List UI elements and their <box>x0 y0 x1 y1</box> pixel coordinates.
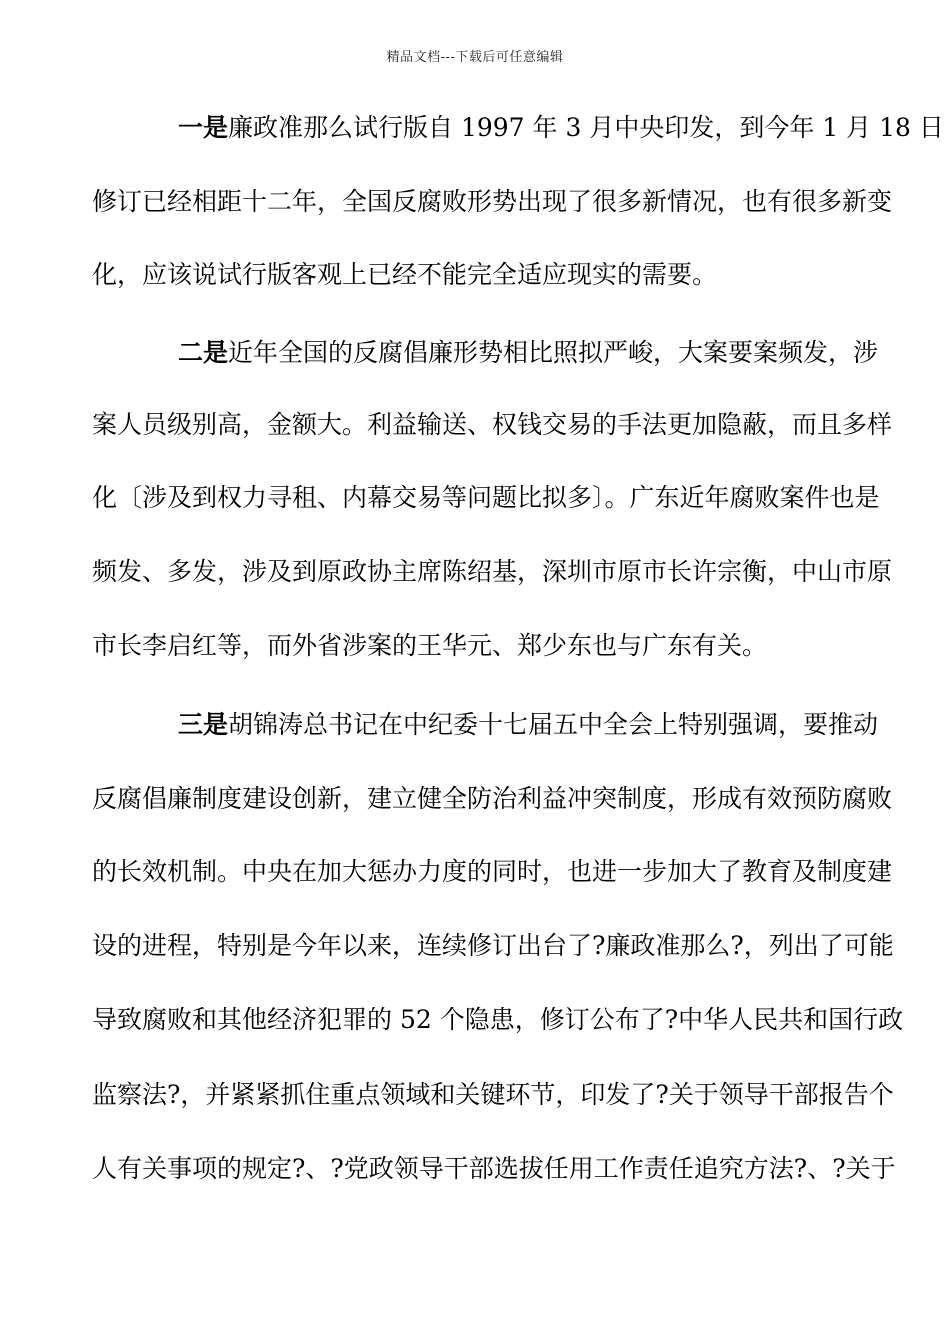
paragraph-3-line-5: 导致腐败和其他经济犯罪的 52 个隐患，修订公布了?中华人民共和国行政 <box>92 1005 904 1034</box>
paragraph-1-text: 廉政准那么试行版自 1997 年 3 月中央印发，到今年 1 月 18 日 <box>228 113 944 142</box>
paragraph-3-line-4: 设的进程，特别是今年以来，连续修订出台了?廉政准那么?，列出了可能 <box>92 931 894 960</box>
paragraph-1-lead: 一是 <box>178 113 229 142</box>
paragraph-1-line-1 <box>178 108 944 148</box>
paragraph-2-lead: 二是 <box>178 338 229 367</box>
paragraph-2-text: 近年全国的反腐倡廉形势相比照拟严峻，大案要案频发，涉 <box>228 338 879 367</box>
paragraph-3-lead: 三是 <box>178 710 229 739</box>
paragraph-2-line-1 <box>178 333 879 373</box>
page-header: 精品文档---下载后可任意编辑 <box>386 50 564 65</box>
paragraph-2-line-4: 频发、多发，涉及到原政协主席陈绍基，深圳市原市长许宗衡，中山市原 <box>92 557 893 586</box>
paragraph-2-line-3: 化〔涉及到权力寻租、内幕交易等问题比拟多〕。广东近年腐败案件也是 <box>92 483 880 512</box>
paragraph-2-line-2: 案人员级别高，金额大。利益输送、权钱交易的手法更加隐蔽，而且多样 <box>92 410 893 439</box>
paragraph-3-line-1 <box>178 705 879 745</box>
paragraph-3-line-6: 监察法?，并紧紧抓住重点领域和关键环节，印发了?关于领导干部报告个 <box>92 1080 894 1109</box>
paragraph-3-text: 胡锦涛总书记在中纪委十七届五中全会上特别强调，要推动 <box>228 710 879 739</box>
paragraph-2-line-5: 市长李启红等，而外省涉案的王华元、郑少东也与广东有关。 <box>92 631 768 660</box>
paragraph-3-line-3: 的长效机制。中央在加大惩办力度的同时，也进一步加大了教育及制度建 <box>92 857 893 886</box>
paragraph-3-line-7: 人有关事项的规定?、?党政领导干部选拔任用工作责任追究方法?、?关于 <box>92 1154 896 1183</box>
paragraph-1-line-3: 化，应该说试行版客观上已经不能完全适应现实的需要。 <box>92 260 718 289</box>
paragraph-3-line-2: 反腐倡廉制度建设创新，建立健全防治利益冲突制度，形成有效预防腐败 <box>92 784 893 813</box>
document-body <box>92 0 944 1344</box>
paragraph-1-line-2: 修订已经相距十二年，全国反腐败形势出现了很多新情况，也有很多新变 <box>92 187 893 216</box>
